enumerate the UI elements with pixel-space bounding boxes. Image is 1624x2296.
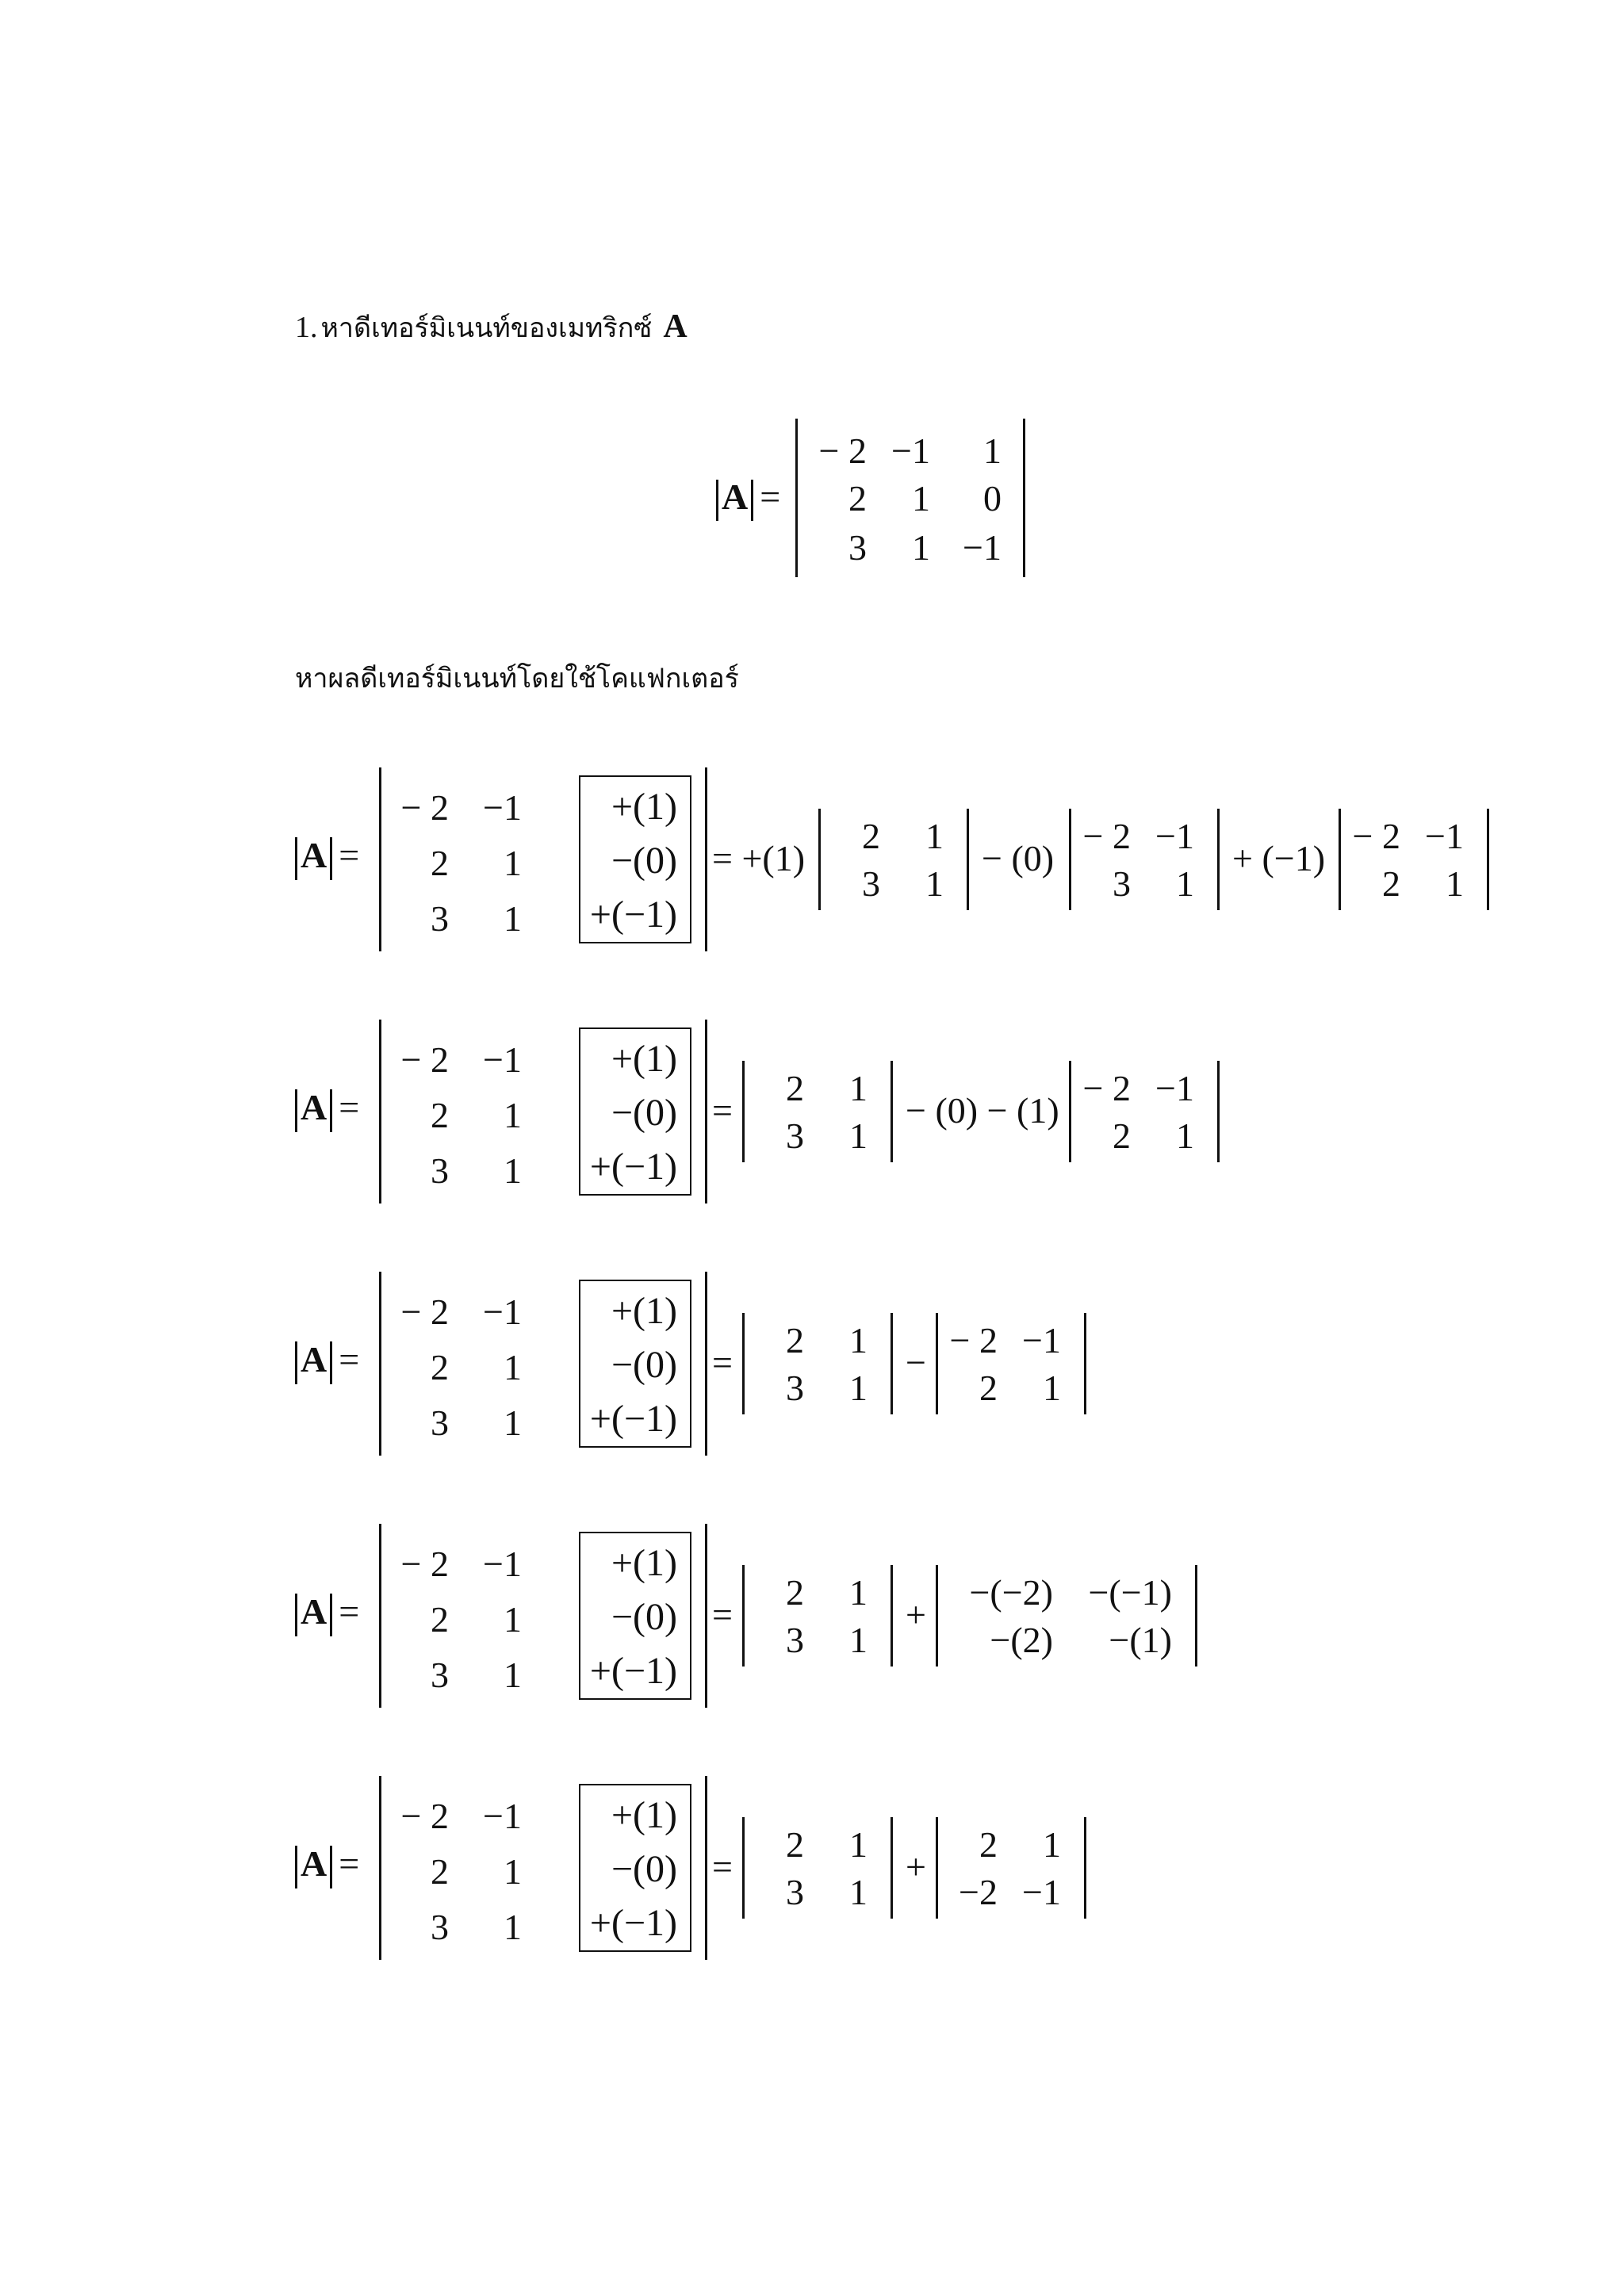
step-label: A = (295, 1846, 359, 1888)
matrix-cell: − 2 (400, 1796, 449, 1836)
operator-text: + (906, 1594, 926, 1635)
matrix-cell: −1 (891, 430, 930, 471)
minor-cell: 1 (849, 1572, 868, 1613)
cofactor-cell: +(1) (611, 1794, 677, 1836)
minor-cell: − 2 (1352, 816, 1400, 856)
minor-cell: 3 (786, 1368, 804, 1408)
minor-cell: −1 (1425, 816, 1464, 856)
operator-text: − (0) (982, 838, 1055, 878)
matrix-cell: 1 (912, 527, 930, 568)
operator-text: + (906, 1846, 926, 1887)
minor-cell: 1 (849, 1068, 868, 1108)
minor-cell: 1 (1043, 1368, 1061, 1408)
matrix-cell: 2 (431, 843, 449, 883)
minor-cell: −1 (1022, 1872, 1061, 1912)
minor-determinant (818, 809, 969, 910)
operator-text: − (0) − (1) (906, 1090, 1059, 1131)
cofactor-column-box (579, 1784, 691, 1952)
matrix-cell: 2 (431, 1347, 449, 1387)
operator-text: = (712, 1342, 733, 1383)
minor-cell: 2 (786, 1068, 804, 1108)
minor-cell: 1 (849, 1115, 868, 1156)
minor-cell: 1 (849, 1320, 868, 1360)
minor-cell: 1 (1043, 1824, 1061, 1865)
matrix-cell: − 2 (400, 1039, 449, 1080)
minor-cell: 1 (925, 816, 944, 856)
minor-cell: − 2 (949, 1320, 998, 1360)
matrix-cell: 1 (504, 1907, 522, 1947)
minor-cell: 2 (1382, 863, 1400, 904)
minor-determinant (1069, 809, 1220, 910)
minor-cell: 2 (979, 1368, 998, 1408)
matrix-cell: 3 (431, 1655, 449, 1695)
minor-cell: 1 (849, 1368, 868, 1408)
minor-cell: − 2 (1082, 1068, 1131, 1108)
minor-determinant (1069, 1061, 1220, 1162)
minor-determinant (742, 1817, 893, 1919)
matrix-cell: −1 (483, 787, 522, 828)
minor-cell: 1 (1176, 1115, 1194, 1156)
operator-text: = (712, 1090, 733, 1131)
step-label: A = (295, 1089, 359, 1132)
minor-cell: 1 (925, 863, 944, 904)
matrix-cell: 1 (983, 430, 1002, 471)
heading-text: หาดีเทอร์มิเนนท์ของเมทริกซ์ (320, 312, 653, 344)
minor-cell: 2 (786, 1320, 804, 1360)
cofactor-cell: +(1) (611, 1038, 677, 1080)
matrix-cell: − 2 (400, 1292, 449, 1332)
minor-cell: 1 (1176, 863, 1194, 904)
cofactor-column-box (579, 1280, 691, 1448)
matrix-cell: 3 (431, 1907, 449, 1947)
minor-cell: − 2 (1082, 816, 1131, 856)
matrix-cell: 3 (848, 527, 867, 568)
heading-matrix-name: A (663, 308, 688, 345)
matrix-cell: 1 (504, 1402, 522, 1443)
cofactor-cell: −(0) (611, 1344, 677, 1386)
minor-cell: 1 (849, 1824, 868, 1865)
minor-cell: 2 (786, 1824, 804, 1865)
matrix-cell: − 2 (818, 430, 867, 471)
minor-cell: 2 (862, 816, 880, 856)
matrix-cell: 3 (431, 1150, 449, 1191)
cofactor-column-box (579, 1027, 691, 1196)
matrix-cell: 1 (504, 1851, 522, 1892)
matrix-cell: −1 (483, 1796, 522, 1836)
minor-cell: 2 (979, 1824, 998, 1865)
cofactor-column-box (579, 775, 691, 943)
minor-determinant (936, 1817, 1086, 1919)
minor-cell: 1 (1446, 863, 1464, 904)
operator-text: = +(1) (712, 838, 806, 878)
matrix-label: A = (716, 479, 780, 521)
minor-cell: 3 (1113, 863, 1131, 904)
minor-cell: −(2) (990, 1620, 1053, 1660)
minor-cell: −2 (959, 1872, 998, 1912)
cofactor-cell: −(0) (611, 840, 677, 882)
cofactor-cell: −(0) (611, 1092, 677, 1134)
minor-cell: 1 (849, 1872, 868, 1912)
cofactor-cell: +(1) (611, 786, 677, 828)
matrix-cell: −1 (963, 527, 1002, 568)
cofactor-cell: +(−1) (589, 1146, 677, 1188)
operator-text: − (906, 1342, 926, 1383)
step-matrix (379, 1272, 707, 1456)
minor-determinant (1339, 809, 1489, 910)
minor-cell: −(1) (1109, 1620, 1172, 1660)
instruction-text: หาผลดีเทอร์มิเนนท์โดยใช้โคแฟกเตอร์ (295, 663, 739, 695)
heading-number: 1. (295, 311, 318, 344)
matrix-cell: 1 (504, 1095, 522, 1135)
matrix-cell: 2 (431, 1599, 449, 1640)
matrix-cell: 3 (431, 898, 449, 939)
matrix-cell: −1 (483, 1544, 522, 1584)
minor-cell: −1 (1155, 1068, 1194, 1108)
operator-text: + (−1) (1232, 838, 1326, 878)
minor-cell: 3 (786, 1872, 804, 1912)
minor-cell: −(−1) (1088, 1572, 1172, 1613)
cofactor-cell: −(0) (611, 1848, 677, 1890)
matrix-cell: 1 (504, 898, 522, 939)
cofactor-column-box (579, 1532, 691, 1700)
minor-cell: 3 (862, 863, 880, 904)
matrix-cell: 1 (504, 1150, 522, 1191)
step-label: A = (295, 837, 359, 880)
cofactor-cell: +(−1) (589, 894, 677, 936)
matrix-cell: 3 (431, 1402, 449, 1443)
minor-cell: 3 (786, 1620, 804, 1660)
matrix-cell: 1 (912, 478, 930, 519)
matrix-cell: −1 (483, 1039, 522, 1080)
matrix-cell: 1 (504, 1347, 522, 1387)
step-label: A = (295, 1594, 359, 1636)
matrix-A (795, 419, 1025, 577)
matrix-cell: 2 (431, 1095, 449, 1135)
minor-determinant (742, 1313, 893, 1414)
cofactor-cell: +(−1) (589, 1650, 677, 1692)
minor-cell: 2 (786, 1572, 804, 1613)
operator-text: = (712, 1846, 733, 1887)
step-label: A = (295, 1341, 359, 1384)
matrix-cell: 2 (431, 1851, 449, 1892)
minor-cell: −1 (1022, 1320, 1061, 1360)
minor-determinant (936, 1313, 1086, 1414)
minor-determinant (936, 1565, 1197, 1667)
minor-determinant (742, 1061, 893, 1162)
step-matrix (379, 1776, 707, 1960)
matrix-cell: −1 (483, 1292, 522, 1332)
matrix-cell: 0 (983, 478, 1002, 519)
cofactor-cell: +(−1) (589, 1398, 677, 1440)
matrix-cell: − 2 (400, 787, 449, 828)
cofactor-cell: +(1) (611, 1290, 677, 1332)
matrix-cell: 1 (504, 1599, 522, 1640)
step-matrix (379, 1524, 707, 1708)
heading (295, 306, 688, 349)
cofactor-cell: +(−1) (589, 1902, 677, 1944)
minor-cell: 2 (1113, 1115, 1131, 1156)
minor-determinant (742, 1565, 893, 1667)
cofactor-cell: −(0) (611, 1596, 677, 1638)
step-matrix (379, 1020, 707, 1203)
minor-cell: 3 (786, 1115, 804, 1156)
matrix-cell: 1 (504, 1655, 522, 1695)
matrix-cell: − 2 (400, 1544, 449, 1584)
minor-cell: −(−2) (969, 1572, 1053, 1613)
minor-cell: 1 (849, 1620, 868, 1660)
operator-text: = (712, 1594, 733, 1635)
minor-cell: −1 (1155, 816, 1194, 856)
matrix-cell: 2 (848, 478, 867, 519)
matrix-cell: 1 (504, 843, 522, 883)
step-matrix (379, 767, 707, 951)
cofactor-cell: +(1) (611, 1542, 677, 1584)
